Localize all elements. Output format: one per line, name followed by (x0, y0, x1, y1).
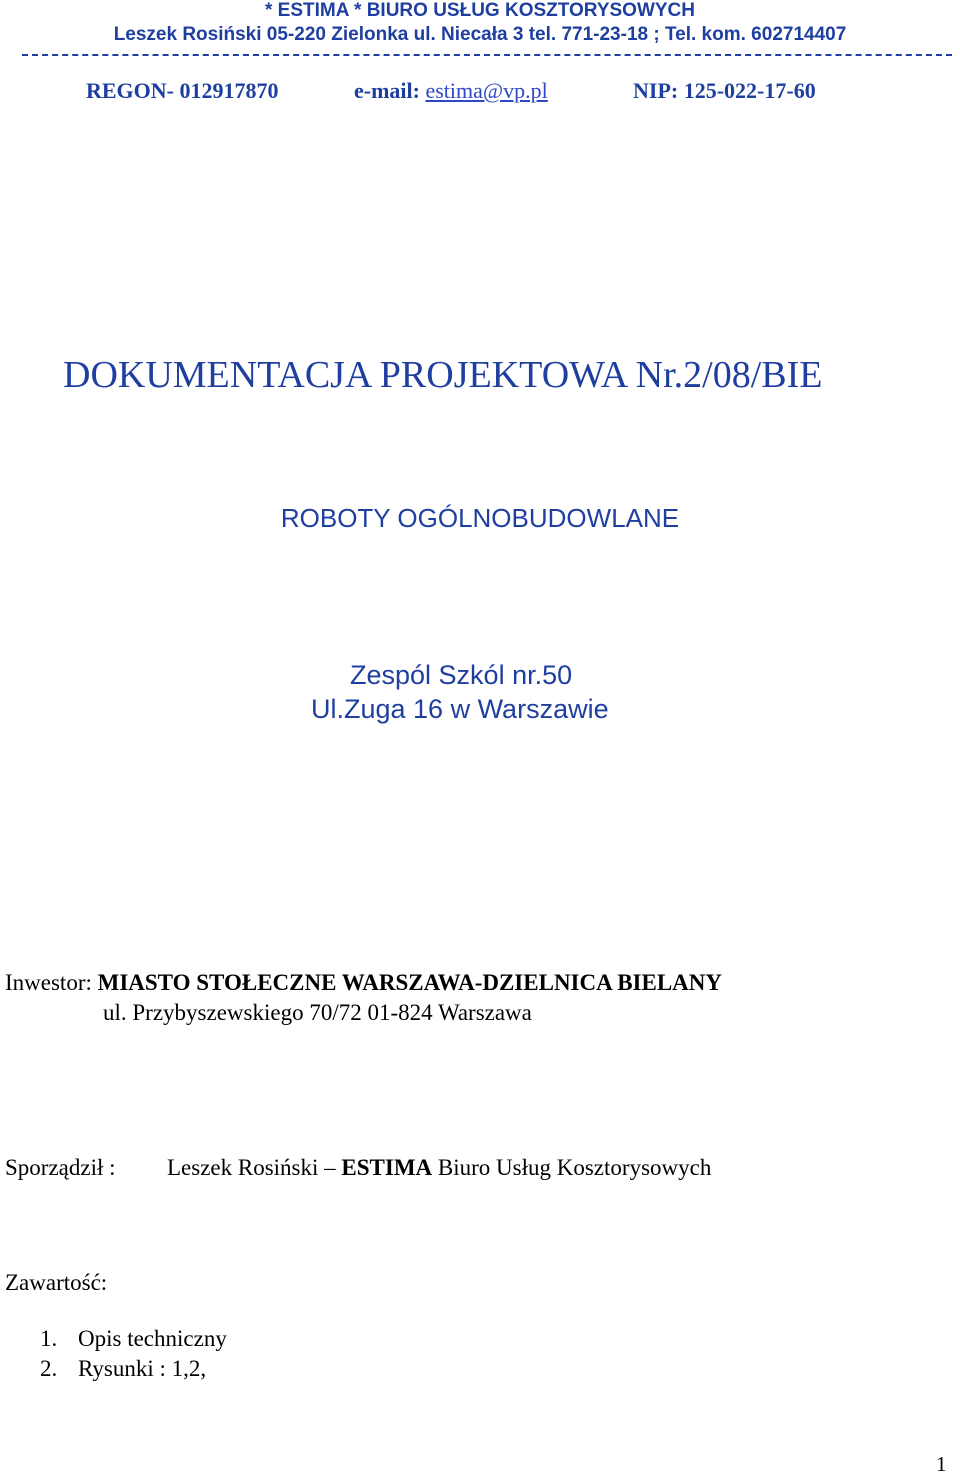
prepared-by-person: Leszek Rosiński – (167, 1155, 342, 1180)
investor-line (5, 970, 722, 996)
email-label: e-mail: (354, 78, 420, 103)
prepared-by-company: ESTIMA (341, 1155, 433, 1180)
prepared-by-label: Sporządził : (5, 1155, 116, 1180)
investor-address: ul. Przybyszewskiego 70/72 01-824 Warszawa (103, 1000, 532, 1025)
prepared-by-description: Biuro Usług Kosztorysowych (432, 1155, 712, 1180)
school-name: Zespól Szkól nr.50 (350, 660, 573, 690)
header-address-line: Leszek Rosiński 05-220 Zielonka ul. Niecała 3 tel. 771-23-18 ; Tel. kom. 602714407 (113, 24, 847, 45)
header-company-line: * ESTIMA * BIURO USŁUG KOSZTORYSOWYCH (265, 0, 695, 21)
investor-label: Inwestor: (5, 970, 92, 995)
regon-number: REGON- 012917870 (86, 78, 279, 103)
contents-label: Zawartość: (5, 1270, 108, 1295)
contents-item-number: 2. (40, 1356, 58, 1381)
contents-item-number: 1. (40, 1326, 58, 1351)
document-subtitle: ROBOTY OGÓLNOBUDOWLANE (280, 503, 680, 533)
header-dashed-divider (22, 54, 952, 56)
page-number: 1 (936, 1452, 947, 1476)
contents-item (40, 1356, 206, 1382)
document-title: DOKUMENTACJA PROJEKTOWA Nr.2/08/BIE (63, 354, 823, 396)
contents-item-text: Opis techniczny (78, 1326, 227, 1351)
contents-item (40, 1326, 227, 1352)
prepared-by-value (167, 1155, 711, 1181)
email-link[interactable]: estima@vp.pl (425, 78, 548, 103)
contents-item-text: Rysunki : 1,2, (78, 1356, 207, 1381)
investor-name: MIASTO STOŁECZNE WARSZAWA-DZIELNICA BIELANY (97, 970, 723, 995)
email-block (354, 78, 548, 104)
school-address: Ul.Zuga 16 w Warszawie (311, 694, 609, 724)
nip-number: NIP: 125-022-17-60 (633, 78, 816, 103)
